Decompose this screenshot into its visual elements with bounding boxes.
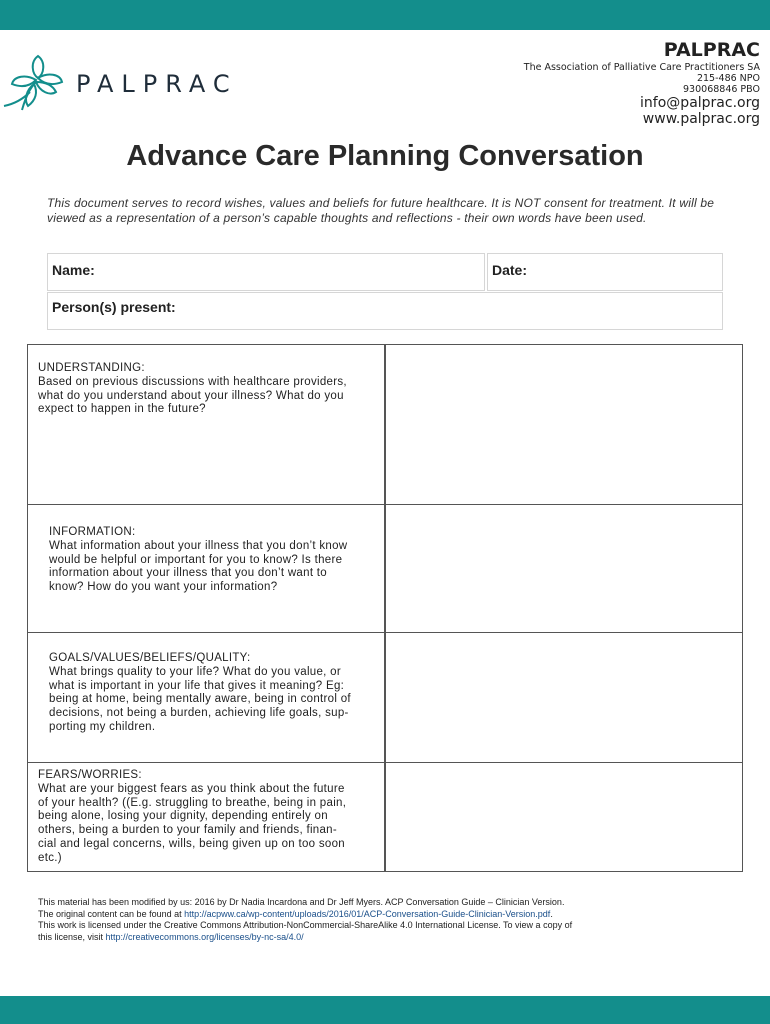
- footer-text: .: [550, 908, 553, 919]
- license-link[interactable]: http://creativecommons.org/licenses/by-nc-sa/4.0/: [105, 931, 304, 942]
- fears-question-cell: [27, 762, 385, 872]
- section-line: being at home, being mentally aware, being in control of: [49, 693, 351, 706]
- information-question-cell: [27, 504, 385, 633]
- section-line: What brings quality to your life? What do you value, or: [49, 665, 341, 678]
- date-label: Date:: [492, 262, 528, 278]
- fears-question: [38, 769, 384, 866]
- section-line: etc.): [38, 851, 62, 864]
- section-line: of your health? ((E.g. struggling to breathe, being in pain,: [38, 796, 347, 809]
- section-line: know? How do you want your information?: [49, 581, 278, 594]
- section-line: Based on previous discussions with healthcare providers,: [38, 375, 347, 388]
- fears-answer-cell[interactable]: [385, 762, 743, 872]
- goals-answer-cell[interactable]: [385, 632, 743, 763]
- top-band: [0, 0, 770, 30]
- name-field[interactable]: [47, 253, 485, 291]
- leaf-logo-icon: [0, 48, 70, 118]
- name-label: Name:: [52, 262, 95, 278]
- date-field[interactable]: [487, 253, 723, 291]
- section-heading: INFORMATION:: [49, 526, 136, 538]
- org-email[interactable]: info@palprac.org: [640, 95, 760, 111]
- org-website[interactable]: www.palprac.org: [642, 111, 760, 127]
- footer-text: this license, visit: [38, 931, 106, 942]
- section-line: What are your biggest fears as you think about the future: [38, 782, 345, 795]
- section-line: porting my children.: [49, 720, 156, 733]
- information-question: [49, 526, 384, 595]
- source-link[interactable]: http://acpww.ca/wp-content/uploads/2016/01/ACP-Conversation-Guide-Clinician-Version.pdf: [184, 908, 551, 919]
- footer-text: The original content can be found at: [38, 908, 185, 919]
- footer-line: This work is licensed under the Creative Commons Attribution-NonCommercial-ShareAlike 4.0 International License. To view a copy of: [38, 920, 573, 930]
- org-npo: 215-486 NPO: [696, 73, 760, 84]
- persons-present-field[interactable]: [47, 292, 723, 330]
- understanding-question: [38, 362, 383, 417]
- section-line: what is important in your life that gives it meaning? Eg:: [49, 679, 345, 692]
- goals-question-cell: [27, 632, 385, 763]
- understanding-question-cell: [27, 344, 385, 505]
- persons-present-label: Person(s) present:: [52, 299, 176, 315]
- footer-line: This material has been modified by us: 2016 by Dr Nadia Incardona and Dr Jeff Myers. ACP Conversation Guide – Clinician Version.: [38, 897, 565, 907]
- information-answer-cell[interactable]: [385, 504, 743, 633]
- org-full-name: The Association of Palliative Care Practitioners SA: [523, 62, 760, 73]
- section-line: information about your illness that you don’t want to: [49, 567, 327, 580]
- intro-text: This document serves to record wishes, values and beliefs for future healthcare. It is NOT consent for treatment. It will be viewed as a representation of a person’s capable thoughts and reflections - their own words have been used.: [47, 196, 715, 225]
- section-heading: GOALS/VALUES/BELIEFS/QUALITY:: [49, 652, 251, 664]
- org-info: [524, 38, 760, 127]
- logo-wordmark: PALPRAC: [76, 70, 238, 98]
- section-heading: UNDERSTANDING:: [38, 362, 145, 374]
- org-name: PALPRAC: [663, 39, 760, 61]
- org-pbo: 930068846 PBO: [683, 84, 760, 95]
- section-line: expect to happen in the future?: [38, 403, 206, 416]
- section-line: being alone, losing your dignity, depending entirely on: [38, 810, 328, 823]
- footer-line: [38, 909, 728, 921]
- goals-question: [49, 652, 384, 735]
- section-line: others, being a burden to your family and friends, finan-: [38, 824, 338, 837]
- understanding-answer-cell[interactable]: [385, 344, 743, 505]
- section-heading: FEARS/WORRIES:: [38, 769, 142, 781]
- section-line: what do you understand about your illness? What do you: [38, 389, 344, 402]
- section-line: would be helpful or important for you to know? Is there: [49, 553, 343, 566]
- page-title: Advance Care Planning Conversation: [126, 140, 644, 172]
- section-line: cial and legal concerns, wills, being given up on too soon: [38, 837, 345, 850]
- section-line: What information about your illness that you don’t know: [49, 539, 348, 552]
- footer-line: [38, 932, 728, 944]
- footer-attribution: [38, 897, 728, 943]
- bottom-band: [0, 996, 770, 1024]
- section-line: decisions, not being a burden, achieving life goals, sup-: [49, 707, 349, 720]
